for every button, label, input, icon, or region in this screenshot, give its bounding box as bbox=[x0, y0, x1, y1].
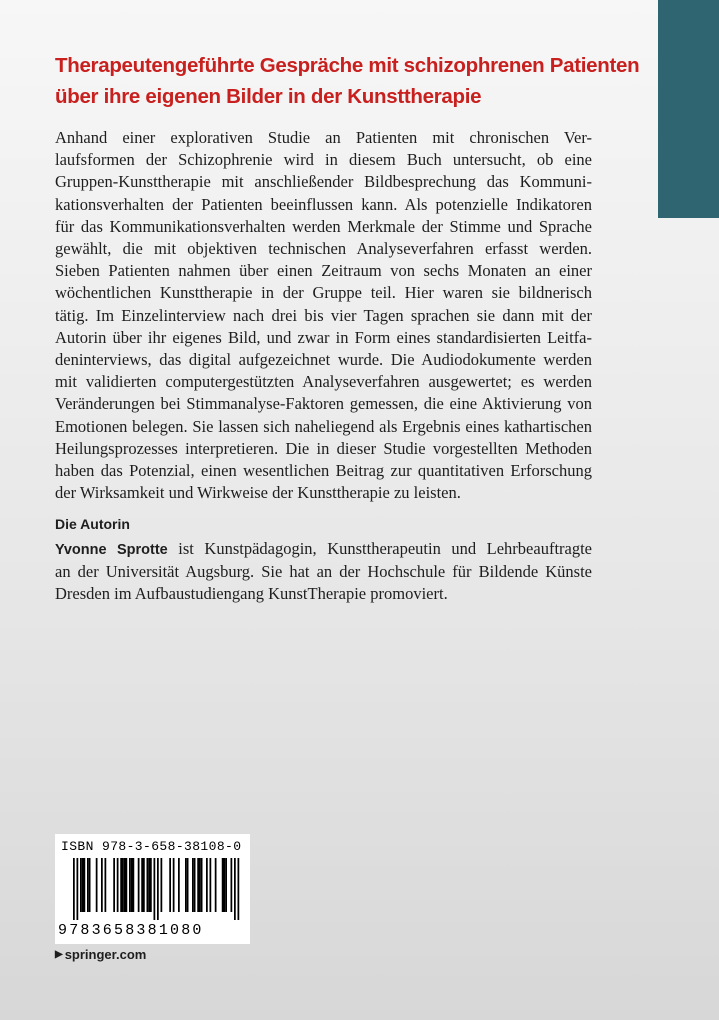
barcode-bar bbox=[222, 858, 224, 912]
abstract-line: haben das Potenzial, einen wesentlichen Beitrag zur quantitativen Erforschung bbox=[55, 461, 592, 481]
abstract-line: wöchentlichen Kunsttherapie in der Gruppe teil. Hier waren sie bildnerisch bbox=[55, 283, 592, 303]
barcode-bar bbox=[178, 858, 180, 912]
abstract-line: mit validierten computergestützten Analyseverfahren ausgewertet; es werden bbox=[55, 372, 592, 392]
abstract-line: laufsformen der Schizophrenie wird in diesem Buch untersucht, ob eine bbox=[55, 150, 592, 170]
book-title bbox=[55, 50, 655, 112]
barcode-bar bbox=[131, 858, 133, 912]
barcode-bar bbox=[143, 858, 145, 912]
barcode-bar bbox=[224, 858, 226, 912]
barcode-bar bbox=[105, 858, 107, 912]
barcode-bar bbox=[126, 858, 128, 912]
triangle-right-icon: ▶ bbox=[55, 949, 63, 960]
abstract-line: Autorin über ihr eigenes Bild, und zwar in Form eines standardisierten Leitfa- bbox=[55, 327, 592, 347]
author-bio-line-3: Dresden im Aufbaustudiengang KunstTherapie promoviert. bbox=[55, 584, 448, 604]
abstract-line: gewählt, die mit objektiven technischen Analyseverfahren erfasst werden. bbox=[55, 239, 592, 259]
author-bio-line-1 bbox=[55, 538, 592, 561]
barcode-bar bbox=[187, 858, 189, 912]
barcode-bar bbox=[87, 858, 89, 912]
barcode-bar bbox=[147, 858, 149, 912]
barcode-bar bbox=[80, 858, 82, 912]
publisher-url: springer.com bbox=[64, 947, 147, 962]
abstract-line: Gruppen-Kunsttherapie mit anschließender Bildbesprechung das Kommuni- bbox=[55, 172, 592, 192]
barcode-bar bbox=[225, 858, 227, 912]
barcode-bar bbox=[84, 858, 86, 912]
author-name: Yvonne Sprotte bbox=[55, 542, 168, 558]
barcode-bar bbox=[185, 858, 187, 912]
barcode-bar bbox=[82, 858, 84, 912]
barcode-bar bbox=[157, 858, 159, 920]
barcode-bar bbox=[192, 858, 194, 912]
barcode-bar bbox=[210, 858, 212, 912]
author-bio-line-2: an der Universität Augsburg. Sie hat an der Hochschule für Bildende Künste bbox=[55, 562, 592, 582]
barcode-bar bbox=[124, 858, 126, 912]
author-heading: Die Autorin bbox=[55, 516, 130, 532]
author-bio-line-1-rest: ist Kunstpädagogin, Kunsttherapeutin und Lehrbeauftragte bbox=[167, 539, 593, 558]
barcode-bar bbox=[201, 858, 203, 912]
abstract-line: deninterviews, das digital aufgezeichnet wurde. Die Audiodokumente werden bbox=[55, 350, 592, 370]
abstract-line: Emotionen belegen. Sie lassen sich naheliegend als Ergebnis eines kathartischen bbox=[55, 416, 592, 436]
abstract-line: Anhand einer explorativen Studie an Patienten mit chronischen Ver- bbox=[55, 128, 592, 147]
abstract-line: Veränderungen bei Stimmanalyse-Faktoren gemessen, die eine Aktivierung von bbox=[55, 394, 592, 414]
barcode-bar bbox=[120, 858, 122, 912]
barcode-bar bbox=[122, 858, 124, 912]
barcode-bar bbox=[89, 858, 91, 912]
barcode-bar bbox=[101, 858, 103, 912]
barcode-bar bbox=[199, 858, 201, 912]
barcode-bars bbox=[55, 858, 250, 922]
barcode-bar bbox=[138, 858, 140, 912]
barcode-bar bbox=[154, 858, 156, 920]
barcode-bar bbox=[77, 858, 79, 920]
barcode-bar bbox=[73, 858, 75, 920]
title-line-1: Therapeutengeführte Gespräche mit schizophrenen Patienten bbox=[55, 54, 640, 77]
barcode-bar bbox=[231, 858, 233, 912]
abstract-line: der Wirksamkeit und Wirkweise der Kunsttherapie zu leisten. bbox=[55, 483, 461, 503]
barcode-bar bbox=[148, 858, 150, 912]
publisher-link[interactable] bbox=[55, 947, 146, 962]
barcode-bar bbox=[238, 858, 240, 920]
barcode-bar bbox=[133, 858, 135, 912]
barcode-bar bbox=[141, 858, 143, 912]
abstract-line: Heilungsprozesses interpretieren. Die in dieser Studie vorgestellten Methoden bbox=[55, 438, 592, 458]
barcode-bar bbox=[117, 858, 119, 912]
barcode-bar bbox=[215, 858, 217, 912]
abstract-line: tätig. Im Einzelinterview nach drei bis vier Tagen sprachen sie dann mit der bbox=[55, 305, 592, 325]
barcode-bar bbox=[113, 858, 115, 912]
barcode-bar bbox=[129, 858, 131, 912]
abstract-text bbox=[55, 127, 592, 504]
title-line-2: über ihre eigenen Bilder in der Kunsttherapie bbox=[55, 85, 482, 108]
isbn-barcode bbox=[55, 834, 250, 944]
accent-bar bbox=[658, 0, 719, 218]
barcode-bar bbox=[173, 858, 175, 912]
author-bio bbox=[55, 538, 592, 606]
barcode-bar bbox=[206, 858, 208, 912]
abstract-line: für das Kommunikationsverhalten werden Merkmale der Stimme und Sprache bbox=[55, 216, 592, 236]
barcode-bar bbox=[194, 858, 196, 912]
isbn-label: ISBN 978-3-658-38108-0 bbox=[61, 839, 242, 854]
barcode-bar bbox=[161, 858, 163, 912]
barcode-bar bbox=[169, 858, 171, 912]
abstract-line: kationsverhalten der Patienten beeinflussen kann. Als potenzielle Indikatoren bbox=[55, 194, 592, 214]
ean-digits: 9783658381080 bbox=[58, 922, 204, 939]
barcode-bar bbox=[197, 858, 199, 912]
barcode-bar bbox=[96, 858, 98, 912]
barcode-bar bbox=[150, 858, 152, 912]
abstract-line: Sieben Patienten nahmen über einen Zeitraum von sechs Monaten an einer bbox=[55, 261, 592, 281]
barcode-bar bbox=[234, 858, 236, 920]
